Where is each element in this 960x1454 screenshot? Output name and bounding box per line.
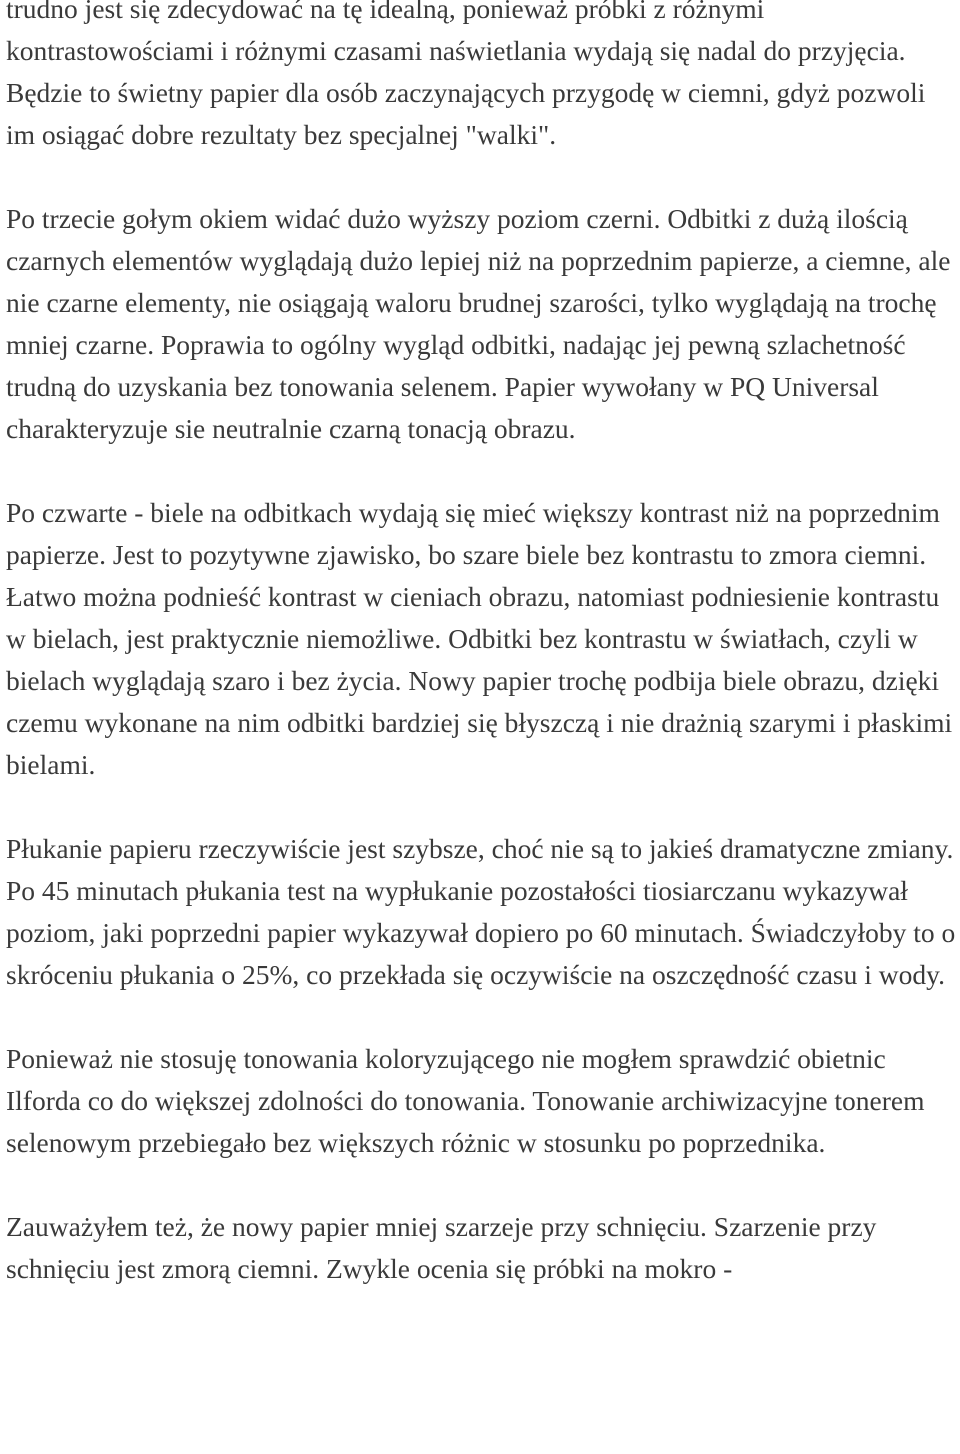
paragraph-drying: Zauważyłem też, że nowy papier mniej szarzeje przy schnięciu. Szarzenie przy schnięciu jest zmorą ciemni. Zwykle ocenia się próbki na mokro - [6, 1211, 877, 1284]
document-page [6, 0, 956, 1290]
paragraph-toning: Ponieważ nie stosuję tonowania koloryzującego nie mogłem sprawdzić obietnic Ilforda co do większej zdolności do tonowania. Tonowanie archiwizacyjne tonerem selenowym przebiegało bez większych różnic w stosunku po poprzednika. [6, 1043, 925, 1158]
paragraph-highlight-contrast: Po czwarte - biele na odbitkach wydają się mieć większy kontrast niż na poprzednim papierze. Jest to pozytywne zjawisko, bo szare biele bez kontrastu to zmora ciemni. Łatwo można podnieść kontrast w cieniach obrazu, natomiast podniesienie kontrastu w bielach, jest praktycznie niemożliwe. Odbitki bez kontrastu w światłach, czyli w bielach wyglądają szaro i bez życia. Nowy papier trochę podbija biele obrazu, dzięki czemu wykonane na nim odbitki bardziej się błyszczą i nie drażnią szarymi i płaskimi bielami. [6, 497, 953, 780]
paragraph-intro-continuation: trudno jest się zdecydować na tę idealną, ponieważ próbki z różnymi kontrastowościami i różnymi czasami naświetlania wydają się nadal do przyjęcia. Będzie to świetny papier dla osób zaczynających przygodę w ciemni, gdyż pozwoli im osiągać dobre rezultaty bez specjalnej "walki". [6, 0, 926, 150]
paragraph-washing: Płukanie papieru rzeczywiście jest szybsze, choć nie są to jakieś dramatyczne zmiany. Po 45 minutach płukania test na wypłukanie pozostałości tiosiarczanu wykazywał poziom, jaki poprzedni papier wykazywał dopiero po 60 minutach. Świadczyłoby to o skróceniu płukania o 25%, co przekłada się oczywiście na oszczędność czasu i wody. [6, 833, 956, 990]
paragraph-black-level: Po trzecie gołym okiem widać dużo wyższy poziom czerni. Odbitki z dużą ilością czarnych elementów wyglądają dużo lepiej niż na poprzednim papierze, a ciemne, ale nie czarne elementy, nie osiągają waloru brudnej szarości, tylko wyglądają na trochę mniej czarne. Poprawia to ogólny wygląd odbitki, nadając jej pewną szlachetność trudną do uzyskania bez tonowania selenem. Papier wywołany w PQ Universal charakteryzuje sie neutralnie czarną tonacją obrazu. [6, 203, 951, 444]
